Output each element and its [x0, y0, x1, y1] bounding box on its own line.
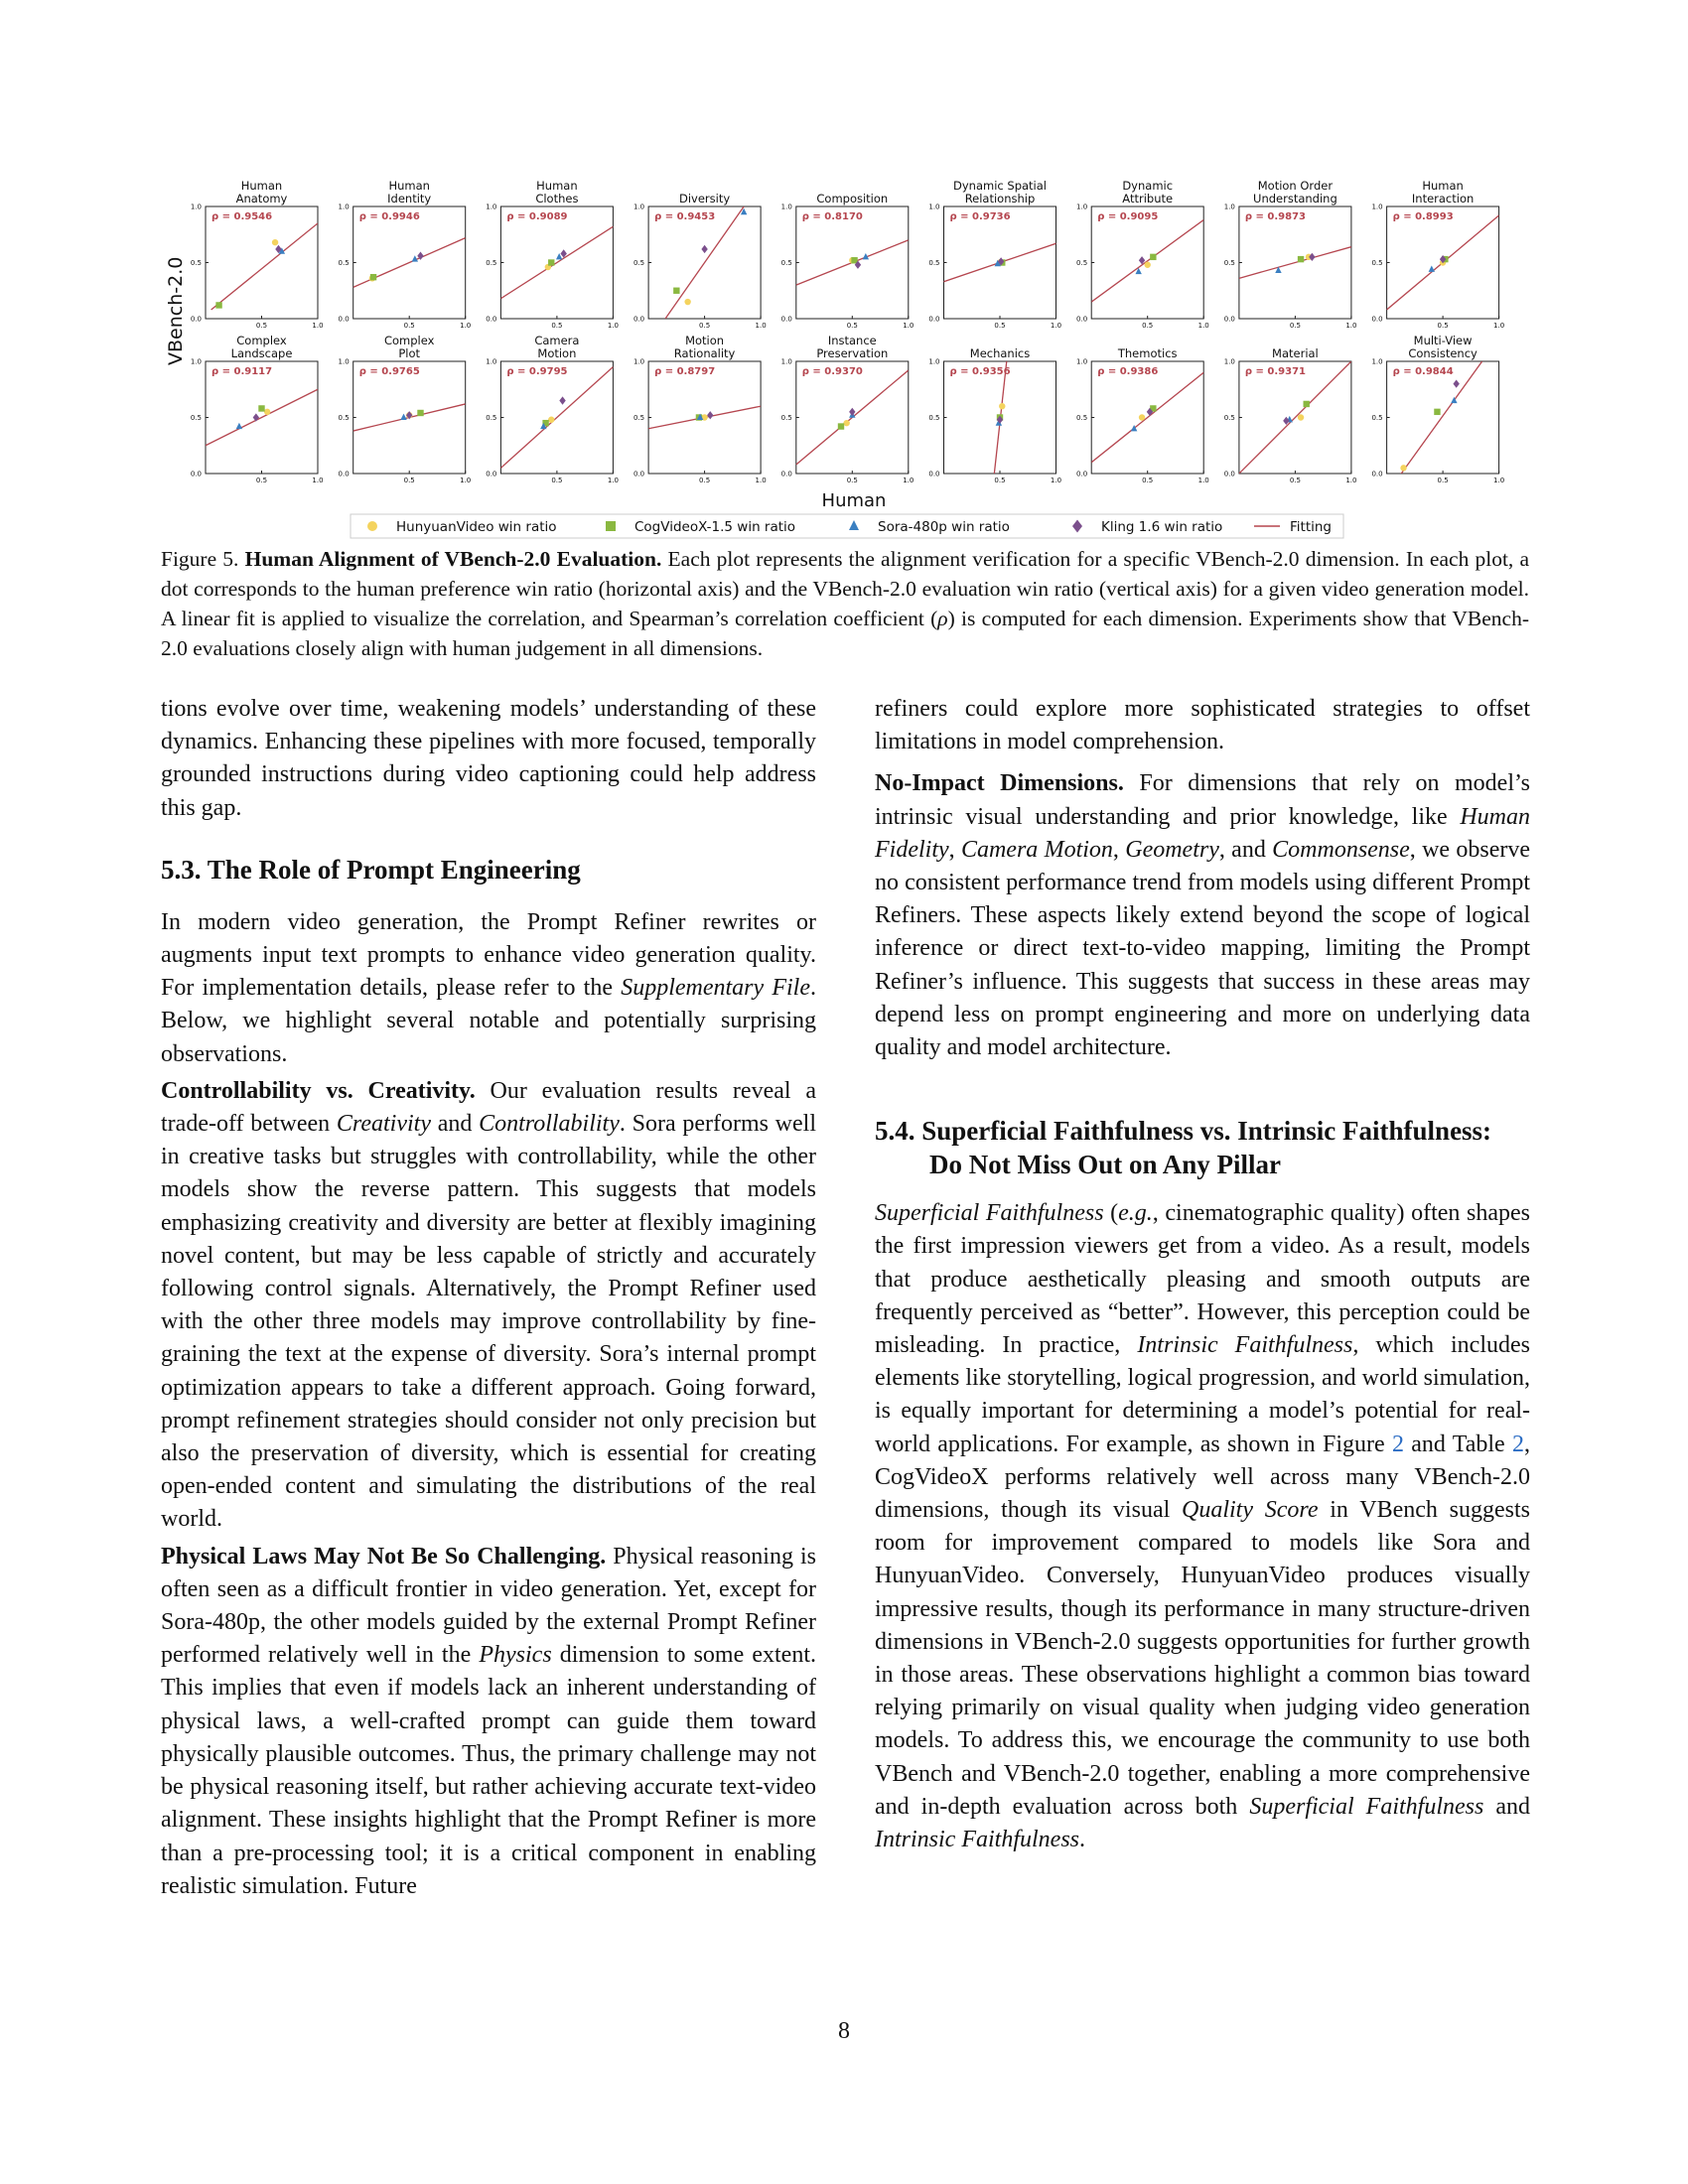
- y-tick-label: 1.0: [633, 357, 645, 366]
- y-tick-label: 1.0: [780, 357, 792, 366]
- panel-title: Complex: [236, 334, 287, 347]
- y-tick-label: 0.0: [780, 470, 792, 478]
- y-tick-label: 0.5: [190, 259, 202, 267]
- y-tick-label: 1.0: [1371, 203, 1383, 211]
- panel-title: Understanding: [1253, 192, 1337, 205]
- x-tick-label: 0.5: [403, 322, 415, 330]
- panel-title: Anatomy: [235, 192, 288, 205]
- figure-caption: [161, 544, 1529, 663]
- rho-label: ρ = 0.8170: [801, 211, 863, 222]
- y-tick-label: 0.0: [1223, 315, 1235, 324]
- y-tick-label: 0.0: [1076, 315, 1088, 324]
- y-tick-label: 0.5: [1371, 259, 1383, 267]
- x-tick-label: 0.5: [551, 322, 563, 330]
- y-tick-label: 1.0: [1223, 203, 1235, 211]
- y-tick-label: 1.0: [1076, 203, 1088, 211]
- rho-label: ρ = 0.9873: [1244, 211, 1306, 222]
- data-point: [838, 423, 844, 429]
- panel-title: Preservation: [816, 346, 889, 360]
- panel-title: Camera: [534, 334, 580, 347]
- x-tick-label: 1.0: [903, 477, 914, 484]
- y-tick-label: 0.5: [633, 259, 645, 267]
- panel-title: Relationship: [964, 192, 1036, 205]
- x-tick-label: 1.0: [460, 322, 472, 330]
- y-tick-label: 0.0: [338, 470, 350, 478]
- panel-title: Instance: [827, 334, 877, 347]
- y-tick-label: 1.0: [928, 203, 940, 211]
- y-tick-label: 0.5: [1076, 259, 1088, 267]
- y-tick-label: 0.5: [486, 414, 497, 422]
- x-tick-label: 1.0: [1050, 477, 1062, 484]
- x-tick-label: 0.5: [1142, 477, 1154, 484]
- panel-title: Motion: [685, 334, 725, 347]
- y-tick-label: 1.0: [780, 203, 792, 211]
- x-tick-label: 0.5: [699, 322, 711, 330]
- y-tick-label: 0.5: [338, 414, 350, 422]
- y-tick-label: 0.5: [633, 414, 645, 422]
- x-tick-label: 1.0: [1197, 477, 1209, 484]
- rho-label: ρ = 0.9946: [358, 211, 420, 222]
- panel-title: Material: [1272, 346, 1319, 360]
- panel-title: Human: [388, 179, 430, 193]
- y-tick-label: 1.0: [190, 357, 202, 366]
- data-point: [1298, 414, 1304, 420]
- data-point: [673, 288, 679, 294]
- panel-frame: [1387, 361, 1499, 474]
- rho-label: ρ = 0.9736: [949, 211, 1011, 222]
- data-point: [1139, 414, 1145, 420]
- rho-label: ρ = 0.9370: [801, 366, 863, 377]
- panel-title: Human: [536, 179, 578, 193]
- x-tick-label: 0.5: [846, 322, 858, 330]
- y-tick-label: 1.0: [1076, 357, 1088, 366]
- data-point: [548, 259, 554, 265]
- x-axis-title: Human: [821, 490, 887, 511]
- x-tick-label: 1.0: [1493, 322, 1505, 330]
- data-point: [258, 405, 264, 411]
- y-tick-label: 1.0: [338, 203, 350, 211]
- x-tick-label: 1.0: [312, 322, 324, 330]
- data-point: [272, 239, 278, 245]
- y-tick-label: 0.0: [633, 470, 645, 478]
- data-point: [1304, 401, 1310, 407]
- panel-title: Mechanics: [969, 346, 1031, 360]
- data-point: [548, 417, 554, 423]
- y-tick-label: 0.0: [1371, 470, 1383, 478]
- y-tick-label: 0.5: [1223, 259, 1235, 267]
- rho-label: ρ = 0.9765: [358, 366, 420, 377]
- panel-title: Multi-View: [1413, 334, 1473, 347]
- panel-title: Dynamic: [1122, 179, 1174, 193]
- data-point: [684, 299, 690, 305]
- y-tick-label: 0.0: [1371, 315, 1383, 324]
- x-tick-label: 1.0: [1345, 477, 1357, 484]
- x-tick-label: 1.0: [755, 477, 767, 484]
- panel-title: Rationality: [673, 346, 736, 360]
- y-tick-label: 0.5: [338, 259, 350, 267]
- x-tick-label: 0.5: [1437, 322, 1449, 330]
- scatter-grid: [159, 167, 1529, 544]
- y-tick-label: 1.0: [338, 357, 350, 366]
- caption-label: Figure 5.: [161, 547, 239, 571]
- x-tick-label: 1.0: [460, 477, 472, 484]
- figure-2-link[interactable]: 2: [1391, 1431, 1404, 1457]
- x-tick-label: 1.0: [1197, 322, 1209, 330]
- rho-label: ρ = 0.9089: [506, 211, 568, 222]
- data-point: [1145, 262, 1151, 268]
- rho-label: ρ = 0.9356: [949, 366, 1011, 377]
- x-tick-label: 1.0: [607, 477, 619, 484]
- caption-rho: ρ: [937, 607, 948, 630]
- y-tick-label: 0.0: [338, 315, 350, 324]
- legend-label: Kling 1.6 win ratio: [1101, 519, 1223, 535]
- y-tick-label: 0.5: [1371, 414, 1383, 422]
- panel-title: Diversity: [679, 192, 731, 205]
- y-tick-label: 0.5: [928, 414, 940, 422]
- panel-title: Human: [1422, 179, 1464, 193]
- y-tick-label: 0.0: [780, 315, 792, 324]
- paragraph-no-impact: No-Impact Dimensions. For dimensions that rely on model’s intrinsic visual understanding and prior knowledge, like Human Fidelity, Camera Motion, Geometry, and Commonsense, we observe no consistent performance trend from models using different Prompt Refiners. These aspects likely extend beyond the scope of logical inference or direct text-to-video mapping, limiting the Prompt Refiner’s influence. This suggests that success in these areas may depend less on prompt engineering and more on underlying data quality and model architecture.: [875, 770, 1531, 1061]
- data-point: [1298, 256, 1304, 262]
- data-point: [999, 403, 1005, 409]
- x-tick-label: 0.5: [846, 477, 858, 484]
- rho-label: ρ = 0.9386: [1097, 366, 1159, 377]
- panel-title: Human: [240, 179, 283, 193]
- panel-title: Motion: [537, 346, 577, 360]
- paragraph-faithfulness: Superficial Faithfulness (e.g., cinematographic quality) often shapes the first impression viewers get from a video. As a result, models that produce aesthetically pleasing and smooth outputs are frequently perceived as “better”. However, this perception could be misleading. In practice, Intrinsic Faithfulness, which includes elements like storytelling, logical progression, and world simulation, is equally important for determining a model’s potential for real-world applications. For example, as shown in Figure 2 and Table 2, CogVideoX performs relatively well across many VBench-2.0 dimensions, though its visual Quality Score in VBench suggests room for improvement compared to models like Sora and HunyuanVideo. Conversely, HunyuanVideo produces visually impressive results, though its performance in many structure-driven dimensions in VBench-2.0 suggests opportunities for further growth in those areas. These observations highlight a common bias toward relying primarily on visual quality when judging video generation models. To address this, we encourage the community to use both VBench and VBench-2.0 together, enabling a more comprehensive and in-depth evaluation across both Superficial Faithfulness and Intrinsic Faithfulness.: [875, 1200, 1530, 1853]
- y-tick-label: 1.0: [928, 357, 940, 366]
- y-tick-label: 0.5: [486, 259, 497, 267]
- rho-label: ρ = 0.9371: [1244, 366, 1306, 377]
- x-tick-label: 1.0: [607, 322, 619, 330]
- y-tick-label: 0.0: [1076, 470, 1088, 478]
- panel-title: Identity: [387, 192, 432, 205]
- section-heading-5-3: 5.3. The Role of Prompt Engineering: [161, 854, 581, 885]
- y-tick-label: 1.0: [1371, 357, 1383, 366]
- panel-title: Consistency: [1408, 346, 1477, 360]
- paragraph-physical-laws: Physical Laws May Not Be So Challenging. Physical reasoning is often seen as a difficult frontier in video generation. Yet, except for Sora-480p, the other models guided by the external Prompt Refiner performed relatively well in the Physics dimension to some extent. This implies that even if models lack an inherent understanding of physical laws, a well-crafted prompt can guide them toward physically plausible outcomes. Thus, the primary challenge may not be physical reasoning itself, but rather achieving accurate text-video alignment. These insights highlight that the Prompt Refiner is more than a pre-processing tool; it is a critical component in enabling realistic simulation. Future: [161, 1543, 817, 1899]
- y-tick-label: 0.0: [486, 470, 497, 478]
- y-tick-label: 0.5: [780, 259, 792, 267]
- x-tick-label: 0.5: [255, 477, 268, 484]
- panel-title: Landscape: [230, 346, 293, 360]
- right-column: [875, 693, 1530, 1856]
- data-point: [1150, 254, 1156, 260]
- y-tick-label: 1.0: [486, 357, 497, 366]
- legend-swatch: [367, 521, 377, 531]
- y-tick-label: 0.0: [928, 470, 940, 478]
- x-tick-label: 0.5: [255, 322, 268, 330]
- rho-label: ρ = 0.8797: [654, 366, 716, 377]
- legend-label: Sora-480p win ratio: [878, 519, 1010, 535]
- data-point: [215, 302, 221, 308]
- x-tick-label: 0.5: [1437, 477, 1449, 484]
- y-tick-label: 0.5: [1076, 414, 1088, 422]
- x-tick-label: 1.0: [903, 322, 914, 330]
- y-tick-label: 1.0: [1223, 357, 1235, 366]
- x-tick-label: 0.5: [994, 477, 1006, 484]
- data-point: [1400, 465, 1406, 471]
- y-tick-label: 1.0: [633, 203, 645, 211]
- y-tick-label: 0.5: [928, 259, 940, 267]
- x-tick-label: 0.5: [551, 477, 563, 484]
- y-tick-label: 0.5: [780, 414, 792, 422]
- x-tick-label: 0.5: [1289, 322, 1301, 330]
- legend-label: Fitting: [1290, 519, 1332, 535]
- page-number: 8: [838, 2018, 850, 2044]
- rho-label: ρ = 0.9844: [1392, 366, 1454, 377]
- data-point: [1434, 409, 1440, 415]
- figure-5: [159, 167, 1529, 544]
- rho-label: ρ = 0.9095: [1097, 211, 1159, 222]
- y-tick-label: 0.0: [190, 470, 202, 478]
- y-axis-title: VBench-2.0: [165, 256, 187, 365]
- y-tick-label: 0.0: [190, 315, 202, 324]
- y-tick-label: 0.0: [1223, 470, 1235, 478]
- caption-title: Human Alignment of VBench-2.0 Evaluation.: [244, 547, 662, 571]
- x-tick-label: 0.5: [1142, 322, 1154, 330]
- table-2-link[interactable]: 2: [1512, 1431, 1524, 1457]
- y-tick-label: 0.5: [1223, 414, 1235, 422]
- data-point: [843, 420, 849, 426]
- x-tick-label: 1.0: [312, 477, 324, 484]
- paragraph-refiners: refiners could explore more sophisticated strategies to offset limitations in model comprehension.: [875, 696, 1530, 755]
- caption-text-a: Each plot represents the alignment verification for a specific VBench-2.0 dimension. In each plot, a dot corresponds to the human preference win ratio (horizontal axis) and the VBench-2.0 evaluation win ratio (vertical axis) for a given video generation model. A linear fit is applied to visualize the correlation, and Spearman’s correlation coefficient (: [161, 547, 1530, 630]
- panel-title: Attribute: [1122, 192, 1174, 205]
- section-heading-5-4: 5.4. Superficial Faithfulness vs. Intrinsic Faithfulness: Do Not Miss Out on Any Pillar: [875, 1116, 1492, 1180]
- panel-title: Plot: [398, 346, 421, 360]
- x-tick-label: 0.5: [403, 477, 415, 484]
- y-tick-label: 0.0: [928, 315, 940, 324]
- panel-title: Themotics: [1117, 346, 1178, 360]
- panel-title: Composition: [816, 192, 889, 205]
- x-tick-label: 0.5: [1289, 477, 1301, 484]
- left-column: [161, 693, 816, 1903]
- legend-label: HunyuanVideo win ratio: [396, 519, 557, 535]
- panel-title: Interaction: [1411, 192, 1475, 205]
- y-tick-label: 0.5: [190, 414, 202, 422]
- panel-frame: [206, 206, 318, 319]
- x-tick-label: 0.5: [699, 477, 711, 484]
- x-tick-label: 0.5: [994, 322, 1006, 330]
- x-tick-label: 1.0: [1493, 477, 1505, 484]
- panel-title: Clothes: [535, 192, 579, 205]
- x-tick-label: 1.0: [1050, 322, 1062, 330]
- y-tick-label: 0.0: [486, 315, 497, 324]
- legend-swatch: [606, 521, 616, 531]
- y-tick-label: 1.0: [486, 203, 497, 211]
- paragraph-controllability: Controllability vs. Creativity. Our evaluation results reveal a trade-off between Creativity and Controllability. Sora performs well in creative tasks but struggles with controllability, while the other models show the reverse pattern. This suggests that models emphasizing creativity and diversity are better at flexibly imagining novel content, but may be less capable of strictly and accurately following control signals. Alternatively, the Prompt Refiner used with the other three models may improve controllability by fine-graining the text at the expense of diversity. Sora’s internal prompt optimization appears to take a different approach. Going forward, prompt refinement strategies should consider not only precision but also the preservation of diversity, which is essential for creating open-ended content and simulating the distributions of the real world.: [161, 1077, 817, 1533]
- x-tick-label: 1.0: [755, 322, 767, 330]
- y-tick-label: 0.0: [633, 315, 645, 324]
- rho-label: ρ = 0.9546: [211, 211, 273, 222]
- panel-title: Motion Order: [1257, 179, 1334, 193]
- y-tick-label: 1.0: [190, 203, 202, 211]
- paragraph-prompt-refiner: In modern video generation, the Prompt Refiner rewrites or augments input text prompts to enhance video generation quality. For implementation details, please refer to the Supplementary File. Below, we highlight several notable and potentially surprising observations.: [161, 908, 816, 1067]
- rho-label: ρ = 0.8993: [1392, 211, 1454, 222]
- data-point: [264, 409, 270, 415]
- data-point: [417, 410, 423, 416]
- legend-label: CogVideoX-1.5 win ratio: [634, 519, 796, 535]
- caption-text-b: ) is computed for each dimension. Experiments show that VBench-2.0 evaluations closely align with human judgement in all dimensions.: [161, 607, 1529, 660]
- rho-label: ρ = 0.9453: [654, 211, 716, 222]
- panel-title: Dynamic Spatial: [953, 179, 1047, 193]
- data-point: [370, 274, 376, 280]
- paragraph-continued: tions evolve over time, weakening models’ understanding of these dynamics. Enhancing these pipelines with more focused, temporally grounded instructions during video captioning could help address this gap.: [161, 696, 816, 821]
- x-tick-label: 1.0: [1345, 322, 1357, 330]
- panel-title: Complex: [383, 334, 435, 347]
- rho-label: ρ = 0.9117: [211, 366, 273, 377]
- rho-label: ρ = 0.9795: [506, 366, 568, 377]
